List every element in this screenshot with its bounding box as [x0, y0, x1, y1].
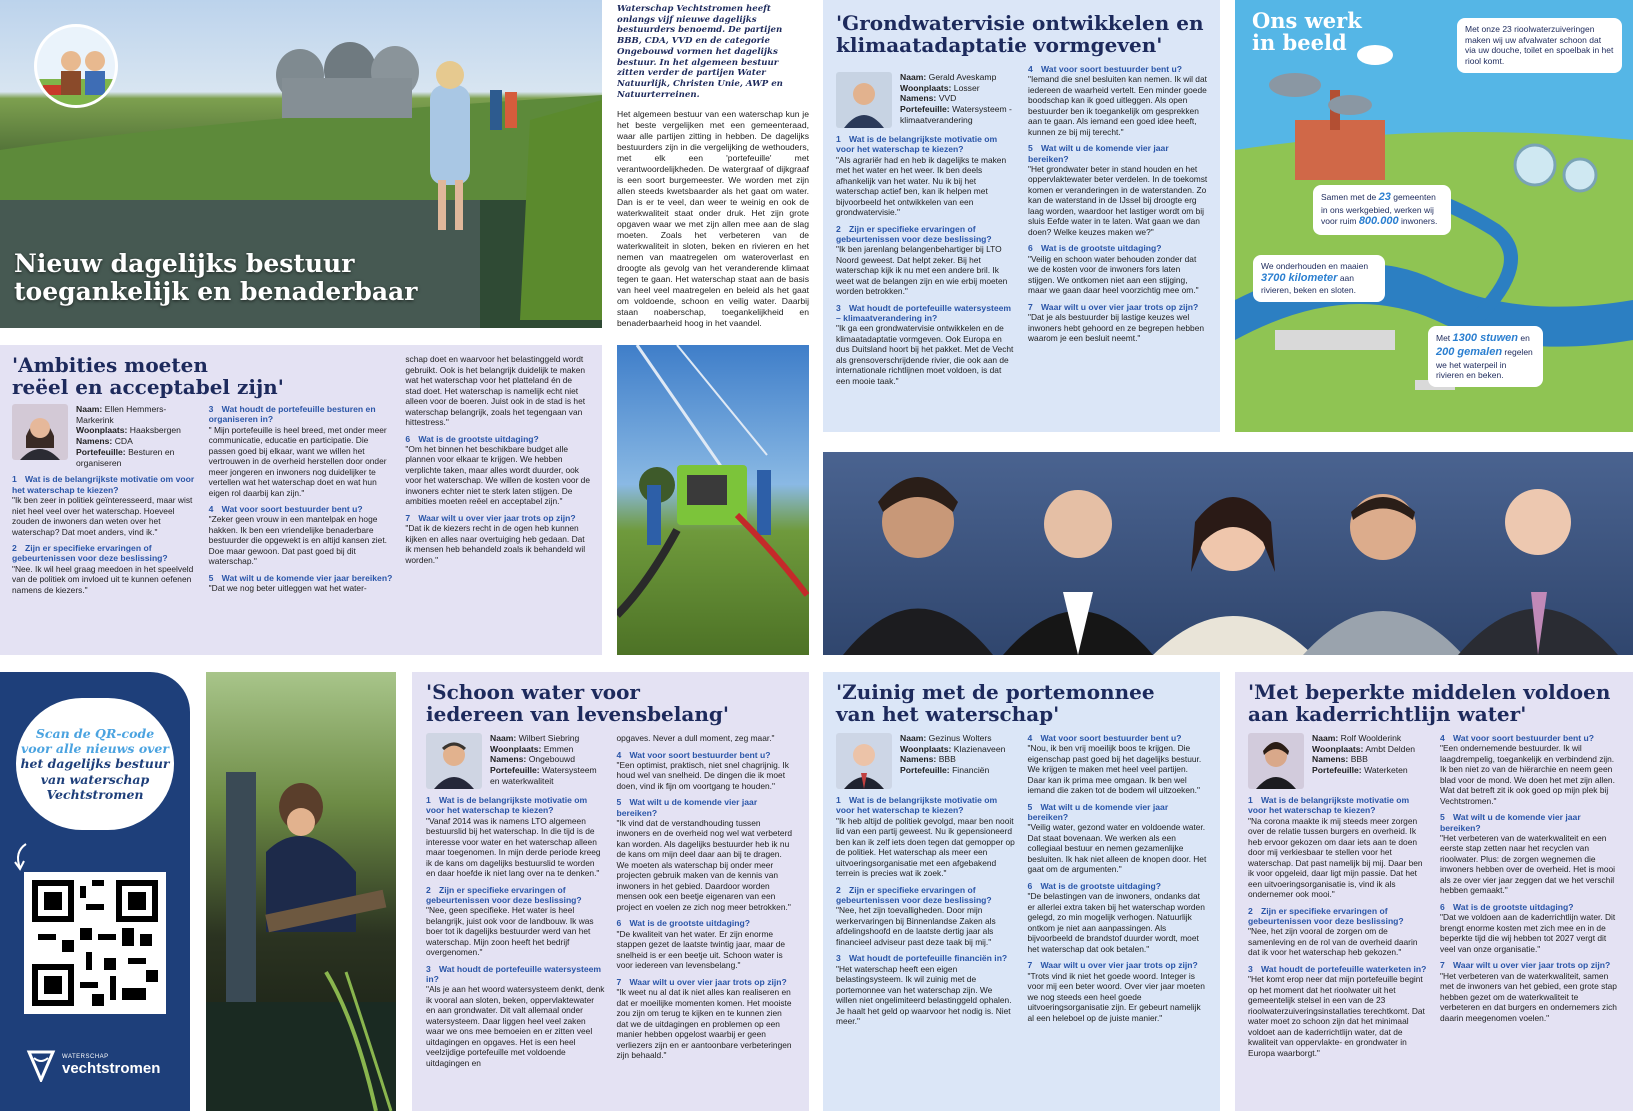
- question: 1 Wat is de belangrijkste motivatie om voor het waterschap te kiezen?: [1248, 795, 1410, 816]
- answer: "Ik heb altijd de politiek gevolgd, maar ben nooit lid van een partij geweest. Nu ik gepensioneerd ben kan ik zelf iets doen tegen dat gemopper op de politiek. Het waterschap als meer een uitvoeringsorganisatie met een afgebakend terrein is precies wat ik zoek.": [836, 815, 1015, 879]
- answer: "Het waterschap heeft een eigen belastingsysteem. Ik wil zuinig met de portemonnee van het waterschap zijn. We willen niet ongelimiteerd belastinggeld ophalen. Je haalt het geld op waarvoor het nodig is. Niet meer.": [836, 963, 1012, 1027]
- gerald-qa-col-2: [1028, 64, 1208, 386]
- rolf-qa-col-2: [1440, 731, 1620, 1058]
- gezinus-qa-col-1: [836, 731, 1016, 1027]
- question: 6 Wat is de grootste uitdaging?: [1027, 880, 1161, 891]
- board-group-photo: [823, 452, 1633, 655]
- question: 5 Wat wilt u de komende vier jaar bereiken?: [1440, 812, 1581, 833]
- question: 1 Wat is de belangrijkste motivatie om voor het waterschap te kiezen?: [836, 134, 998, 155]
- hero-title: [14, 250, 417, 306]
- answer: "Dat we voldoen aan de kaderrichtlijn water. Dit brengt enorme kosten met zich mee en in de beperkte tijd die wij hebben tot 2027 vergt dit veel van onze organisatie.": [1440, 912, 1616, 954]
- rolf-qa-col-1: [1248, 731, 1428, 1058]
- question: 4 Wat voor soort bestuurder bent u?: [208, 504, 363, 515]
- pump-photo: [617, 345, 809, 655]
- intro-body: Het algemeen bestuur van een waterschap kun je het beste vergelijken met een gemeenteraad, waar alle partijen zitting in hebben. De dagelijks bestuurders zijn in die vergelijking de wethouders, met elk een 'portefeuille' met verantwoordelijkheden. De watergraaf of dijkgraaf is een soort burgemeester. We worden met zijn allen steeds kwetsbaarder als het gaat om water. Dan is er te veel, dan weer te weinig en ook de waterkwaliteit staat onder druk. Het zijn grote opgaven waar we met zijn allen mee aan de slag moeten. Zoals het verbeteren van de waterkwaliteit in sloten, beken en rivieren en het nemen van maatregelen om wateroverlast en droogte als gevolg van het veranderende klimaat tegen te gaan. Het waterschap staat aan de basis van heel veel maatregelen en beleid als het gaat om voldoende, schoon en veilig water. Daarbij staan noaberschap, toegankelijkheid en benaderbaarheid hoog in het vaandel.: [617, 108, 809, 328]
- answer: opgaves. Never a dull moment, zeg maar.": [616, 733, 775, 743]
- answer: "Ik ben zeer in politiek geïnteresseerd, maar wist niet heel veel over het waterschap. Hoeveel zouden de inwoners dan weten over het waterschap? Dat moet anders, vind ik.": [12, 495, 193, 537]
- gezinus-meta: Naam: Gezinus Wolters Woonplaats: Klazienaveen Namens: BBB Portefeuille: Financiën: [900, 733, 1006, 776]
- portrait-ellen: [12, 404, 68, 460]
- question: 1 Wat is de belangrijkste motivatie om voor het waterschap te kiezen?: [12, 474, 195, 495]
- answer: "Ik weet nu al dat ik niet alles kan realiseren en dat er moeilijke momenten komen. Het mooiste zou zijn om terug te kijken en te kunnen zien dat we de uitdagingen en problemen op een manier hebben opgelost waarbij er geen verliezers zijn en er aantoonbare verbeteringen zijn behaald.": [616, 987, 792, 1061]
- gerald-meta: Naam: Gerald Aveskamp Woonplaats: Losser Namens: VVD Portefeuille: Watersysteem - klimaatverandering: [900, 72, 1012, 125]
- answer: "Veilig water, gezond water en voldoende water. Dat staat bovenaan. We werken als een collegiaal bestuur en nemen gezamenlijke besluiten. Ik hak niet alleen de knopen door. Het gaat om de argumenten.": [1027, 822, 1207, 875]
- ellen-meta: Naam: Ellen Hemmers-Markerink Woonplaats: Haaksbergen Namens: CDA Portefeuille: Besturen en organiseren: [76, 404, 181, 468]
- article-rolf: [1235, 672, 1633, 1111]
- answer: "Als agrariër had en heb ik dagelijks te maken met het water en het weer. Ik ben deels afhankelijk van het water. Nu ik bij het waterschap actief ben, kan ik helpen met bijvoorbeeld het ontwikkelen van een grondwatervisie.": [836, 154, 1007, 218]
- question: 3 Wat houdt de portefeuille watersysteem – klimaatverandering in?: [836, 302, 1012, 324]
- vechtstromen-logo-icon: [26, 1048, 56, 1082]
- board-members-illustration: [823, 452, 1633, 655]
- question: 4 Wat voor soort bestuurder bent u?: [1440, 733, 1595, 743]
- article-ellen: [0, 345, 602, 655]
- question: 7 Waar wilt u over vier jaar trots op zijn?: [1027, 960, 1198, 971]
- wilbert-qa-col-1: [426, 731, 605, 1068]
- curved-arrow-icon: [12, 842, 32, 872]
- hero-photo: [0, 0, 602, 328]
- intro-article: [617, 4, 809, 330]
- question: 7 Waar wilt u over vier jaar trots op zijn?: [1028, 301, 1199, 312]
- portrait-gerald: [836, 72, 892, 128]
- answer: "Nee. Ik wil heel graag meedoen in het speelveld van de politiek om invloed uit te kunnen oefenen namens de kiezers.": [12, 563, 194, 595]
- qr-code-icon: [32, 880, 158, 1006]
- question: 6 Wat is de grootste uitdaging?: [405, 433, 539, 444]
- answer: "Veilig en schoon water behouden zonder dat we de kosten voor de inwoners fors laten stijgen. We ontkomen niet aan een stijging, maar we gaan daar heel voorzichtig mee om.": [1028, 253, 1199, 296]
- answer: "Nou, ik ben vrij moeilijk boos te krijgen. Die eigenschap past goed bij het dagelijks bestuur. We krijgen te maken met heel veel partijen. Daar kan ik prima mee omgaan. Ik ben wel iemand die zaken tot de bodem wil uitzoeken.": [1027, 743, 1202, 796]
- ellen-qa-col-2: [209, 404, 394, 595]
- question: 6 Wat is de grootste uitdaging?: [616, 918, 750, 929]
- portrait-wilbert: [426, 733, 482, 789]
- answer: "Nee, het zijn toevalligheden. Door mijn werkervaringen bij Binnenlandse Zaken als afdelingshoofd en de laatste dertig jaar als financieel adviseur past deze taak bij mij.": [836, 905, 996, 947]
- question: 5 Wat wilt u de komende vier jaar bereiken?: [1027, 801, 1169, 823]
- callout-sewage: Met onze 23 rioolwaterzuiveringen maken wij uw afvalwater schoon dat via uw douche, toilet en spoelbak in het riool komt.: [1457, 18, 1622, 73]
- question: 2 Zijn er specifieke ervaringen of gebeurtenissen voor deze beslissing?: [1248, 905, 1404, 926]
- answer: "Vanaf 2014 was ik namens LTO algemeen bestuurslid bij het waterschap. In die tijd is de interesse voor water en het waterschap alleen maar toegenomen. In mijn derde periode kreeg ik de kans om dagelijks bestuurslid te worden en daar hoefde ik niet lang over na te denken.": [426, 815, 601, 879]
- gerald-qa-col-1: [836, 134, 1016, 386]
- question: 2 Zijn er specifieke ervaringen of gebeurtenissen voor deze beslissing?: [12, 543, 168, 564]
- pump-scene-illustration: [617, 345, 809, 655]
- answer: "Zeker geen vrouw in een mantelpak en hoge hakken. Ik ben een vriendelijke benaderbare bestuurder die opgewekt is en altijd kansen ziet. Doe maar gewoon. Dat past goed bij dit waterschap.": [208, 514, 387, 567]
- callout-maintenance: We onderhouden en maaien 3700 kilometer aan rivieren, beken en sloten.: [1253, 255, 1385, 302]
- question: 1 Wat is de belangrijkste motivatie om voor het waterschap te kiezen?: [426, 795, 588, 816]
- article-gezinus: [823, 672, 1220, 1111]
- article-gerald-title: 'Grondwatervisie ontwikkelen en klimaatadaptatie vormgeven': [836, 11, 1204, 57]
- answer: "Ik vind dat de verstandhouding tussen inwoners en de overheid nog wel wat verbeterd kan worden. Als dagelijks bestuurder heb ik nu de kans om mijn deel daar aan bij te dragen. We moeten als waterschap bij onder meer projecten gebruik maken van de kennis van inwoners in het gebied. Daardoor worden mensen ook een beetje eigenaren van een project en voelen ze zich nog meer betrokken.": [616, 817, 793, 912]
- answer: "Een optimist, praktisch, niet snel chagrijnig. Ik houd wel van snelheid. De dingen die ik moet doen, vind ik fijn om voortgang te houden.": [616, 759, 789, 791]
- rolf-meta: Naam: Rolf Woolderink Woonplaats: Ambt Delden Namens: BBB Portefeuille: Waterketen: [1312, 733, 1416, 776]
- answer: "Dat ik de kiezers recht in de ogen heb kunnen kijken en alles naar overtuiging heb gedaan. Dat ik mensen heb behandeld zoals ik behandeld wil worden.": [405, 523, 586, 565]
- question: 3 Wat houdt de portefeuille besturen en organiseren in?: [208, 404, 376, 425]
- callout-weirs: Met 1300 stuwen en 200 gemalen regelen we het waterpeil in rivieren en beken.: [1428, 326, 1543, 387]
- answer: "Iemand die snel besluiten kan nemen. Ik wil dat iedereen de waarheid vertelt. Een minder goede boodschap kan ik goed uitleggen. Als open bestuurder ben ik toegankelijk om gesprekken aan te gaan. Als iemand een goed idee heeft, kunnen ze bij mij terecht.": [1028, 74, 1207, 137]
- hero-title-line-1: Nieuw dagelijks bestuur: [14, 249, 355, 278]
- article-wilbert-title: 'Schoon water voor iedereen van levensbelang': [426, 680, 729, 726]
- vechtstromen-logo: WATERSCHAP vechtstromen: [26, 1048, 160, 1082]
- gezinus-qa-col-2: [1028, 731, 1208, 1027]
- question: 3 Wat houdt de portefeuille watersysteem in?: [426, 963, 602, 985]
- answer: schap doet en waarvoor het belastinggeld wordt gebruikt. Ook is het belangrijk duidelijk te maken wat het waterschap voor het platteland én de stad doet. Het waterschap is namelijk echt niet alleen voor de boeren. Juist ook in de stad is het waterschap belangrijk, zoals het tegengaan van hittestress.": [405, 354, 586, 427]
- question: 5 Wat wilt u de komende vier jaar bereiken?: [616, 797, 758, 818]
- article-rolf-title: 'Met beperkte middelen voldoen aan kaderrichtlijn water': [1248, 680, 1611, 726]
- answer: "Het komt erop neer dat mijn portefeuille begint op het moment dat het rioolwater uit het gemeentelijk stelsel in een van de 23 rioolwaterzuiveringsinstallaties terechtkomt. Dat water moet zo schoon zijn dat het minimaal voldoet aan de kaderrichtlijn water, dat de kwaliteit van oppervlakte- en grondwater in Europa waarborgt.": [1248, 974, 1425, 1058]
- infographic-title: Ons werk in beeld: [1252, 8, 1362, 56]
- portrait-gezinus: [836, 733, 892, 789]
- article-wilbert: [412, 672, 809, 1111]
- answer: "Het grondwater beter in stand houden en het oppervlaktewater beter verdelen. In de toekomst komen er veranderingen in de waterstanden. Zo kan de waterstand in de IJssel bij droogte erg laag worden, waardoor het lastiger wordt om bij sluis Eefde water in te laten. Wat gaan we dan doen? Welke keuzes maken we?": [1028, 163, 1208, 237]
- answer: " Mijn portefeuille is heel breed, met onder meer communicatie, educatie en participatie. Die passen goed bij elkaar, want we willen het vertrouwen in de overheid herstellen door onder meer jongeren en inwoners nog duidelijker te vertellen wat het waterschap doet en wat hun eigen rol daarbij kan zijn.": [208, 424, 387, 498]
- portrait-rolf: [1248, 733, 1304, 789]
- question: 4 Wat voor soort bestuurder bent u?: [1027, 733, 1182, 743]
- answer: "De kwaliteit van het water. Er zijn enorme stappen gezet de laatste twintig jaar, maar de snelheid is er een beetje uit. Schoon water is voor iedereen van levensbelang.": [616, 928, 786, 971]
- answer: "Ik ben jarenlang belangenbehartiger bij LTO Noord geweest. Dat helpt zeker. Bij het waterschap kijk ik nu met een andere bril. Ik weet wat de belangen zijn en wie erbij moeten worden betrokken.": [836, 244, 1008, 297]
- question: 2 Zijn er specifieke ervaringen of gebeurtenissen voor deze beslissing?: [836, 223, 992, 244]
- answer: "Dat je als bestuurder bij lastige keuzes wel inwoners hebt gehoord en ze begrepen hebben waarom je een besluit neemt.": [1028, 312, 1205, 344]
- answer: "Nee, het zijn vooral de zorgen om de samenleving en de rol van de overheid daarin dat ik voor het waterschap heb gekozen.": [1248, 926, 1418, 958]
- answer: "Een ondernemende bestuurder. Ik wil laagdrempelig, toegankelijk en verbindend zijn. Ik ben niet zo van de hiërarchie en neem geen blad voor de mond. We doen het met zijn allen. Wat dat betreft zit ik ook goed op mijn plek bij Vechtstromen.": [1440, 743, 1615, 806]
- answer: "Dat we nog beter uitleggen wat het water-: [208, 583, 367, 594]
- question: 5 Wat wilt u de komende vier jaar bereiken?: [1028, 143, 1169, 164]
- wilbert-qa-col-2: [617, 731, 796, 1068]
- callout-municipalities: Samen met de 23 gemeenten in ons werkgebied, werken wij voor ruim 800.000 inwoners.: [1313, 185, 1451, 235]
- answer: "De belastingen van de inwoners, ondanks dat er allerlei extra taken bij het waterschap worden gelegd, zo min mogelijk verhogen. Natuurlijk ontkom je niet aan aanpassingen. Als bijvoorbeeld de brandstof duurder wordt, moet het waterschap dat ook betalen.": [1027, 891, 1205, 954]
- question: 6 Wat is de grootste uitdaging?: [1028, 243, 1162, 254]
- question: 2 Zijn er specifieke ervaringen of gebeurtenissen voor deze beslissing?: [426, 884, 582, 905]
- answer: "Ik ga een grondwatervisie ontwikkelen en de klimaatadaptatie vormgeven. Ook Europa en dus Duitsland hoort bij het pakket. Met de Vecht als grensoverschrijdende rivier, die ook aan de internationale richtlijnen moet voldoen, is dat een mooie taak.": [836, 323, 1014, 386]
- answer: "Als je aan het woord watersysteem denkt, denk ik vooral aan sloten, beken, oppervlaktewater en aan grondwater. Dit valt allemaal onder watersysteem. Daar liggen heel veel zaken waar we ons mee bemoeien en er zitten veel uitdagingen en opgaves. Het is een heel veelzijdige portefeuille met voldoende uitdagingen en: [426, 984, 605, 1068]
- article-ellen-title: 'Ambities moeten reëel en acceptabel zijn': [12, 353, 284, 399]
- question: 3 Wat houdt de portefeuille waterketen in?: [1248, 963, 1427, 974]
- water-photo: [206, 672, 396, 1111]
- question: 3 Wat houdt de portefeuille financiën in?: [836, 953, 1008, 964]
- answer: "Het verbeteren van de waterkwaliteit en een eerste stap zetten naar het recyclen van rioolwater. Plus: de zorgen wegnemen die inwoners hebben over de overheid. Het is mooi als ze over vier jaar zeggen dat we het verschil hebben gemaakt.": [1440, 832, 1616, 896]
- hero-badge: [34, 24, 118, 108]
- question: 5 Wat wilt u de komende vier jaar bereiken?: [208, 572, 393, 583]
- answer: "Nee, geen specifieke. Het water is heel belangrijk, juist ook voor de landbouw. Ik was boer tot ik dagelijks bestuurder werd van het waterschap. Mijn zoon heeft het bedrijf overgenomen.": [426, 905, 594, 958]
- answer: "Het verbeteren van de waterkwaliteit, samen met de inwoners van het gebied, een grote stap hebben gezet om de waterkwaliteit te verbeteren en dat burgers en ondernemers zich daarin meegenomen voelen.": [1440, 970, 1617, 1023]
- article-gerald: [823, 0, 1220, 432]
- qr-code[interactable]: [24, 872, 166, 1014]
- question: 1 Wat is de belangrijkste motivatie om voor het waterschap te kiezen?: [836, 795, 998, 816]
- infographic: [1235, 0, 1633, 432]
- answer: "Om het binnen het beschikbare budget alle plannen voor elkaar te krijgen. We hebben verplichte taken, maar alles wordt duurder, ook voor het waterschap. We willen de kosten voor de inwoners echter niet te sterk laten stijgen. De ambities moeten reëel en acceptabel zijn.": [405, 443, 591, 507]
- article-gezinus-title: 'Zuinig met de portemonnee van het waterschap': [836, 680, 1155, 726]
- water-scene-illustration: [206, 672, 396, 1111]
- answer: "Trots vind ik niet het goede woord. Integer is voor mij een beter woord. Over vier jaar moeten we nog steeds een heel goede uitvoeringsorganisatie zijn. Er gebeurt namelijk al een heleboel op de juiste manier.": [1027, 970, 1205, 1023]
- question: 4 Wat voor soort bestuurder bent u?: [1028, 64, 1183, 74]
- question: 7 Waar wilt u over vier jaar trots op zijn?: [405, 512, 576, 523]
- intro-lead: Waterschap Vechtstromen heeft onlangs vijf nieuwe dagelijks bestuurders benoemd. De partijen BBB, CDA, VVD en de categorie Ongebouwd vormen het dagelijks bestuur. In het algemeen bestuur zitten verder de partijen Water Natuurlijk, Christen Unie, AWP en Natuurterreinen.: [617, 4, 783, 100]
- question: 4 Wat voor soort bestuurder bent u?: [616, 749, 771, 760]
- question: 2 Zijn er specifieke ervaringen of gebeurtenissen voor deze beslissing?: [836, 884, 992, 905]
- qr-sidebar: [0, 672, 190, 1111]
- answer: "Na corona maakte ik mij steeds meer zorgen over de relatie tussen burgers en overheid. Ik heb ervoor gekozen om daar iets aan te doen door mij verkiesbaar te stellen voor het waterschap. Dat past namelijk bij mij. Daar ben ik voor opgeleid, daar ligt mijn passie. Dat het een uitvoeringsorganisatie is, vind ik als ondernemer ook mooi.": [1248, 815, 1423, 900]
- ellen-qa-col-3: [405, 354, 590, 595]
- question: 7 Waar wilt u over vier jaar trots op zijn?: [616, 976, 787, 987]
- question: 7 Waar wilt u over vier jaar trots op zijn?: [1440, 960, 1611, 971]
- qr-caption-bubble: Scan de QR-code voor alle nieuws over het dagelijks bestuur van waterschap Vechtstromen: [16, 698, 174, 830]
- question: 6 Wat is de grootste uitdaging?: [1440, 901, 1574, 912]
- wilbert-meta: Naam: Wilbert Siebring Woonplaats: Emmen Namens: Ongebouwd Portefeuille: Watersysteem en waterkwaliteit: [490, 733, 597, 786]
- hero-title-line-2: toegankelijk en benaderbaar: [14, 277, 418, 306]
